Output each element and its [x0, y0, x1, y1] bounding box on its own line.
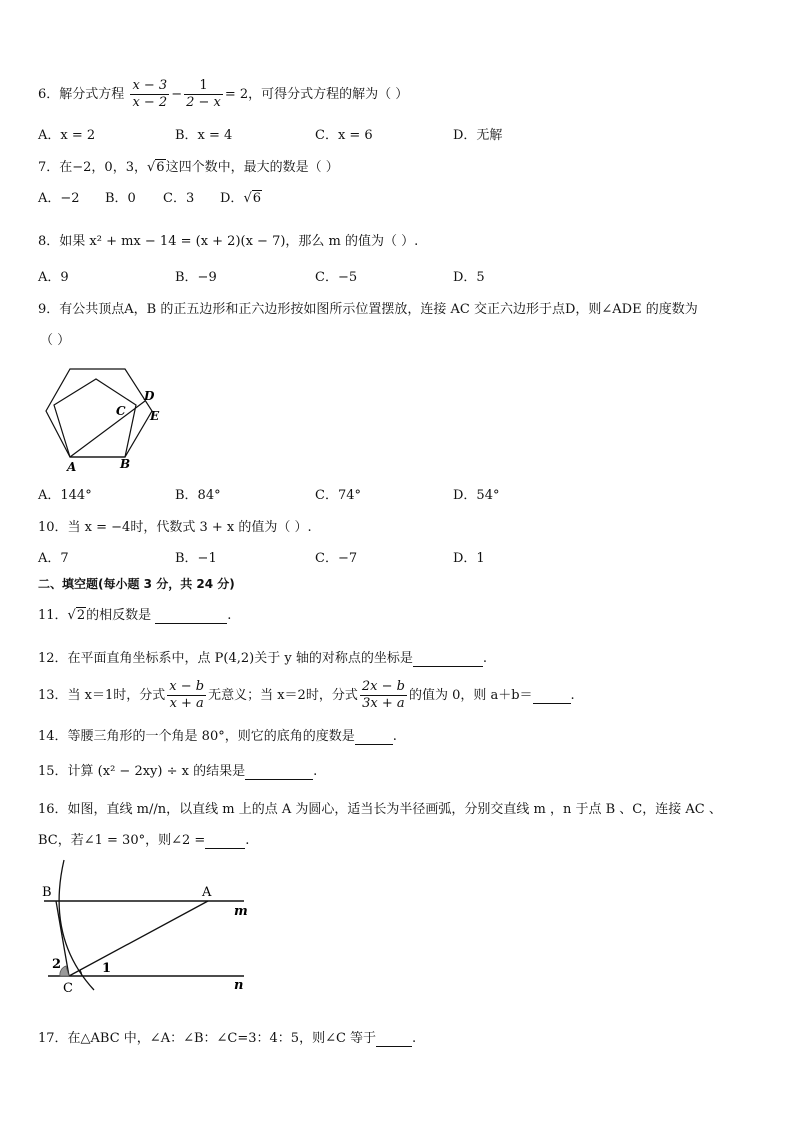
q12-line: 12．在平面直角坐标系中，点 P(4,2)关于 y 轴的对称点的坐标是 . — [38, 651, 487, 666]
q9-option-d: D．54° — [453, 488, 500, 503]
q7-sqrt: √6 — [146, 160, 165, 175]
q17-line: 17．在△ABC 中，∠A：∠B：∠C=3：4：5，则∠C 等于 . — [38, 1031, 417, 1046]
label-a: A — [202, 885, 212, 900]
section-2-title: 二、填空题(每小题 3 分，共 24 分) — [38, 577, 235, 591]
q17-answer-blank[interactable] — [376, 1031, 412, 1047]
q6-line — [38, 78, 408, 111]
q6-option-c: C．x = 6 — [315, 128, 373, 143]
q13-fraction-1: $\frac{x - b}{x + a}$ — [169, 679, 205, 711]
q10-option-c: C．−7 — [315, 551, 358, 566]
line-ac — [70, 401, 145, 457]
q11-line: 11．√2的相反数是 . — [38, 608, 232, 623]
label-d: D — [144, 389, 155, 403]
label-n: n — [234, 978, 244, 993]
label-a: A — [67, 460, 77, 474]
q9-option-a: A．144° — [38, 488, 92, 503]
q7-option-b: B．0 — [105, 191, 136, 206]
q8-option-d: D．5 — [453, 270, 485, 285]
hexagon-shape — [46, 369, 152, 457]
q15-answer-blank[interactable] — [245, 764, 313, 780]
q7-suffix: 这四个数中，最大的数是（ ） — [165, 160, 339, 175]
segment-ac — [69, 901, 208, 976]
q9-line-1: 9．有公共顶点A，B 的正五边形和正六边形按如图所示位置摆放，连接 AC 交正六边形于点D，则∠ADE 的度数为 — [38, 302, 698, 317]
q13-line: 13．当 x＝1时，分式 $\frac{x - b}{x + a}$ 无意义；当 x＝2时，分式 $\frac{2x - b}{3x + a}$ 的值为 0，则 a＋b＝ . — [38, 679, 575, 711]
q9-option-b: B．84° — [175, 488, 221, 503]
q12-answer-blank[interactable] — [413, 651, 483, 667]
q6-suffix: = 2，可得分式方程的解为（ ） — [224, 87, 409, 102]
q7-option-a: A．−2 — [38, 191, 80, 206]
q14-line: 14．等腰三角形的一个角是 80°，则它的底角的度数是 . — [38, 729, 397, 744]
q11-sqrt: √2 — [67, 608, 86, 623]
q10-option-a: A．7 — [38, 551, 69, 566]
label-c: C — [63, 981, 73, 996]
q8-option-c: C．−5 — [315, 270, 358, 285]
q14-answer-blank[interactable] — [355, 729, 393, 745]
label-e: E — [150, 409, 160, 423]
label-angle-1: 1 — [102, 961, 112, 976]
q6-fraction-1: $\frac{x - 3}{x - 2}$ — [132, 78, 168, 110]
q6-option-b: B．x = 4 — [175, 128, 233, 143]
q7-prefix: 7．在−2，0，3， — [38, 160, 147, 175]
q9-option-c: C．74° — [315, 488, 361, 503]
q6-prefix: 解分式方程 — [59, 87, 125, 102]
q16-figure — [36, 858, 256, 998]
q9-figure — [40, 365, 170, 475]
label-b: B — [42, 885, 52, 900]
q7-option-d: D．√6 — [220, 191, 262, 206]
q11-answer-blank[interactable] — [155, 608, 227, 624]
q6-fraction-2: $\frac{1}{2 - x}$ — [186, 78, 221, 110]
q13-fraction-2: $\frac{2x - b}{3x + a}$ — [361, 679, 405, 711]
q8-option-a: A．9 — [38, 270, 69, 285]
q16-line-1: 16．如图，直线 m//n，以直线 m 上的点 A 为圆心，适当长为半径画弧，分别交直线 m ，n 于点 B 、C，连接 AC 、 — [38, 802, 722, 817]
label-c: C — [116, 404, 126, 418]
q8-option-b: B．−9 — [175, 270, 217, 285]
q6-number: 6． — [38, 87, 60, 102]
q10-line: 10．当 x = −4时，代数式 3 + x 的值为（ ）. — [38, 520, 312, 535]
q6-option-a: A．x = 2 — [38, 128, 96, 143]
q16-answer-blank[interactable] — [205, 833, 245, 849]
q7-line — [38, 156, 339, 175]
q10-option-b: B．−1 — [175, 551, 217, 566]
q6-minus: − — [171, 87, 183, 102]
q16-line-2: BC，若∠1 = 30°，则∠2 = . — [38, 833, 250, 848]
q9-line-2: （ ） — [40, 333, 71, 348]
label-b: B — [120, 457, 131, 471]
q8-line: 8．如果 x² + mx − 14 = (x + 2)(x − 7)，那么 m 的值为（ ）. — [38, 234, 419, 249]
label-angle-2: 2 — [52, 957, 62, 972]
q10-option-d: D．1 — [453, 551, 485, 566]
q7-option-c: C．3 — [163, 191, 195, 206]
label-m: m — [234, 904, 248, 919]
q15-line: 15．计算 (x² − 2xy) ÷ x 的结果是 . — [38, 764, 318, 779]
q6-option-d: D．无解 — [453, 128, 503, 143]
pentagon-shape — [54, 379, 136, 457]
q13-answer-blank[interactable] — [533, 688, 571, 704]
